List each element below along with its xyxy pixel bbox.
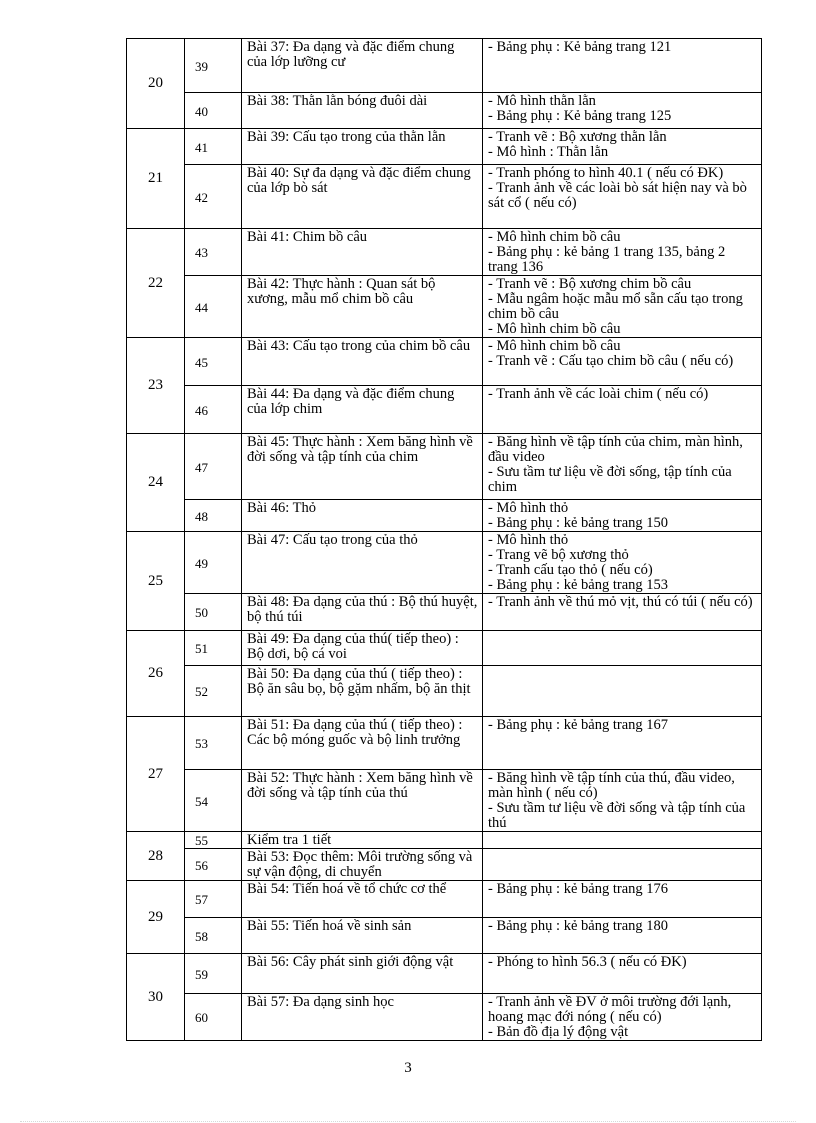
table-row xyxy=(127,832,762,849)
table-row xyxy=(127,532,762,594)
equipment-cell xyxy=(483,666,762,717)
period-cell: 48 xyxy=(185,500,242,532)
equipment-line: - Bảng phụ : kẻ bảng trang 150 xyxy=(488,515,669,531)
equipment-cell xyxy=(483,594,762,631)
period-cell: 58 xyxy=(185,918,242,954)
equipment-cell xyxy=(483,276,762,338)
equipment-line: - Mô hình thằn lằn xyxy=(488,93,596,109)
equipment-cell xyxy=(483,129,762,165)
lesson-title-cell: Bài 55: Tiến hoá về sinh sản xyxy=(242,918,483,954)
period-cell: 39 xyxy=(185,39,242,93)
table-row xyxy=(127,39,762,93)
equipment-line: - Sưu tầm tư liệu về đời sống, tập tính của chim xyxy=(488,464,732,495)
lesson-title-cell: Bài 44: Đa dạng và đặc điểm chung của lớp chim xyxy=(242,386,483,434)
equipment-line: - Mô hình thỏ xyxy=(488,532,569,548)
lesson-title-cell: Bài 50: Đa dạng của thú ( tiếp theo) : Bộ ăn sâu bọ, bộ gặm nhấm, bộ ăn thịt xyxy=(242,666,483,717)
period-cell: 56 xyxy=(185,849,242,881)
lesson-title-cell: Bài 41: Chim bồ câu xyxy=(242,229,483,276)
table-row xyxy=(127,386,762,434)
lesson-title-cell: Bài 52: Thực hành : Xem băng hình về đời sống và tập tính của thú xyxy=(242,770,483,832)
table-row xyxy=(127,770,762,832)
equipment-cell xyxy=(483,39,762,93)
equipment-cell xyxy=(483,532,762,594)
equipment-line: - Mô hình chim bồ câu xyxy=(488,321,621,337)
period-cell: 50 xyxy=(185,594,242,631)
page-bottom-divider xyxy=(20,1121,796,1122)
lesson-title-cell: Bài 53: Đọc thêm: Môi trường sống và sự vận động, di chuyển xyxy=(242,849,483,881)
table-row xyxy=(127,165,762,229)
period-cell: 45 xyxy=(185,338,242,386)
table-row xyxy=(127,717,762,770)
table-row xyxy=(127,276,762,338)
equipment-line: - Tranh phóng to hình 40.1 ( nếu có ĐK) xyxy=(488,165,724,181)
period-cell: 49 xyxy=(185,532,242,594)
week-cell: 20 xyxy=(127,39,185,129)
equipment-cell xyxy=(483,849,762,881)
table-row xyxy=(127,918,762,954)
lesson-title-cell: Bài 40: Sự đa dạng và đặc điểm chung của lớp bò sát xyxy=(242,165,483,229)
equipment-line: - Trang vẽ bộ xương thỏ xyxy=(488,547,629,563)
period-cell: 57 xyxy=(185,881,242,918)
period-cell: 60 xyxy=(185,994,242,1041)
equipment-cell xyxy=(483,717,762,770)
equipment-cell xyxy=(483,434,762,500)
lesson-title-cell: Bài 56: Cây phát sinh giới động vật xyxy=(242,954,483,994)
period-cell: 55 xyxy=(185,832,242,849)
period-cell: 44 xyxy=(185,276,242,338)
equipment-line: - Băng hình về tập tính của chim, màn hình, đầu video xyxy=(488,434,743,465)
table-row xyxy=(127,500,762,532)
equipment-line: - Tranh ảnh về các loài bò sát hiện nay và bò sát cổ ( nếu có) xyxy=(488,180,747,211)
equipment-line: - Bảng phụ : kẻ bảng trang 176 xyxy=(488,881,669,897)
equipment-line: - Bảng phụ : kẻ bảng trang 153 xyxy=(488,577,669,593)
equipment-cell xyxy=(483,954,762,994)
lesson-title-cell: Bài 43: Cấu tạo trong của chim bồ câu xyxy=(242,338,483,386)
equipment-line: - Tranh vẽ : Bộ xương chim bồ câu xyxy=(488,276,692,292)
week-cell: 28 xyxy=(127,832,185,881)
equipment-line: - Bảng phụ : kẻ bảng 1 trang 135, bảng 2 trang 136 xyxy=(488,244,726,275)
table-row xyxy=(127,434,762,500)
lesson-title-cell: Bài 38: Thằn lằn bóng đuôi dài xyxy=(242,93,483,129)
lesson-title-cell: Bài 45: Thực hành : Xem băng hình về đời sống và tập tính của chim xyxy=(242,434,483,500)
equipment-line: - Bảng phụ : Kẻ bảng trang 121 xyxy=(488,39,672,55)
period-cell: 59 xyxy=(185,954,242,994)
equipment-cell xyxy=(483,93,762,129)
period-cell: 53 xyxy=(185,717,242,770)
equipment-line: - Tranh vẽ : Cấu tạo chim bồ câu ( nếu có) xyxy=(488,353,734,369)
lesson-title-cell: Kiểm tra 1 tiết xyxy=(242,832,483,849)
lesson-title-cell: Bài 37: Đa dạng và đặc điểm chung của lớp lưỡng cư xyxy=(242,39,483,93)
table-row xyxy=(127,954,762,994)
period-cell: 40 xyxy=(185,93,242,129)
lesson-title-cell: Bài 42: Thực hành : Quan sát bộ xương, mẫu mổ chim bồ câu xyxy=(242,276,483,338)
equipment-line: - Tranh ảnh về thú mỏ vịt, thú có túi ( nếu có) xyxy=(488,594,753,610)
lesson-title-cell: Bài 54: Tiến hoá về tổ chức cơ thể xyxy=(242,881,483,918)
table-row xyxy=(127,631,762,666)
equipment-line: - Mẫu ngâm hoặc mẫu mổ sẵn cấu tạo trong chim bồ câu xyxy=(488,291,743,322)
equipment-cell xyxy=(483,500,762,532)
equipment-line: - Mô hình : Thằn lằn xyxy=(488,144,609,160)
lesson-title-cell: Bài 46: Thỏ xyxy=(242,500,483,532)
table-row xyxy=(127,338,762,386)
period-cell: 52 xyxy=(185,666,242,717)
equipment-line: - Sưu tầm tư liệu về đời sống và tập tính của thú xyxy=(488,800,746,831)
lesson-title-cell: Bài 57: Đa dạng sinh học xyxy=(242,994,483,1041)
equipment-cell xyxy=(483,994,762,1041)
equipment-line: - Tranh vẽ : Bộ xương thằn lằn xyxy=(488,129,667,145)
equipment-line: - Tranh cấu tạo thỏ ( nếu có) xyxy=(488,562,653,578)
equipment-cell xyxy=(483,881,762,918)
equipment-line: - Bảng phụ : kẻ bảng trang 180 xyxy=(488,918,669,934)
equipment-line: - Mô hình chim bồ câu xyxy=(488,338,621,354)
equipment-line: - Phóng to hình 56.3 ( nếu có ĐK) xyxy=(488,954,687,970)
period-cell: 41 xyxy=(185,129,242,165)
week-cell: 25 xyxy=(127,532,185,631)
table-row xyxy=(127,93,762,129)
lesson-title-cell: Bài 47: Cấu tạo trong của thỏ xyxy=(242,532,483,594)
lesson-plan-body xyxy=(127,39,762,1041)
equipment-cell xyxy=(483,386,762,434)
week-cell: 23 xyxy=(127,338,185,434)
period-cell: 43 xyxy=(185,229,242,276)
equipment-cell xyxy=(483,918,762,954)
equipment-cell xyxy=(483,832,762,849)
week-cell: 30 xyxy=(127,954,185,1041)
equipment-line: - Mô hình thỏ xyxy=(488,500,569,516)
table-row xyxy=(127,229,762,276)
lesson-title-cell: Bài 39: Cấu tạo trong của thằn lằn xyxy=(242,129,483,165)
equipment-line: - Băng hình về tập tính của thú, đầu video, màn hình ( nếu có) xyxy=(488,770,735,801)
table-row xyxy=(127,594,762,631)
equipment-line: - Bảng phụ : kẻ bảng trang 167 xyxy=(488,717,669,733)
equipment-cell xyxy=(483,229,762,276)
lesson-plan-table xyxy=(126,38,762,1041)
lesson-title-cell: Bài 49: Đa dạng của thú( tiếp theo) : Bộ dơi, bộ cá voi xyxy=(242,631,483,666)
table-row xyxy=(127,666,762,717)
equipment-cell xyxy=(483,631,762,666)
page-number: 3 xyxy=(404,1060,412,1076)
equipment-line: - Tranh ảnh về ĐV ở môi trường đới lạnh, hoang mạc đới nóng ( nếu có) xyxy=(488,994,732,1025)
week-cell: 24 xyxy=(127,434,185,532)
week-cell: 22 xyxy=(127,229,185,338)
equipment-line: - Bảng phụ : Kẻ bảng trang 125 xyxy=(488,108,672,124)
week-cell: 26 xyxy=(127,631,185,717)
equipment-cell xyxy=(483,165,762,229)
equipment-line: - Tranh ảnh về các loài chim ( nếu có) xyxy=(488,386,709,402)
lesson-title-cell: Bài 51: Đa dạng của thú ( tiếp theo) : Các bộ móng guốc và bộ linh trưởng xyxy=(242,717,483,770)
equipment-line: - Bản đồ địa lý động vật xyxy=(488,1024,629,1040)
period-cell: 46 xyxy=(185,386,242,434)
table-row xyxy=(127,129,762,165)
lesson-title-cell: Bài 48: Đa dạng của thú : Bộ thú huyệt, bộ thú túi xyxy=(242,594,483,631)
table-row xyxy=(127,881,762,918)
equipment-line: - Mô hình chim bồ câu xyxy=(488,229,621,245)
table-row xyxy=(127,849,762,881)
week-cell: 27 xyxy=(127,717,185,832)
week-cell: 21 xyxy=(127,129,185,229)
week-cell: 29 xyxy=(127,881,185,954)
period-cell: 51 xyxy=(185,631,242,666)
equipment-cell xyxy=(483,770,762,832)
equipment-cell xyxy=(483,338,762,386)
period-cell: 47 xyxy=(185,434,242,500)
table-row xyxy=(127,994,762,1041)
period-cell: 42 xyxy=(185,165,242,229)
period-cell: 54 xyxy=(185,770,242,832)
